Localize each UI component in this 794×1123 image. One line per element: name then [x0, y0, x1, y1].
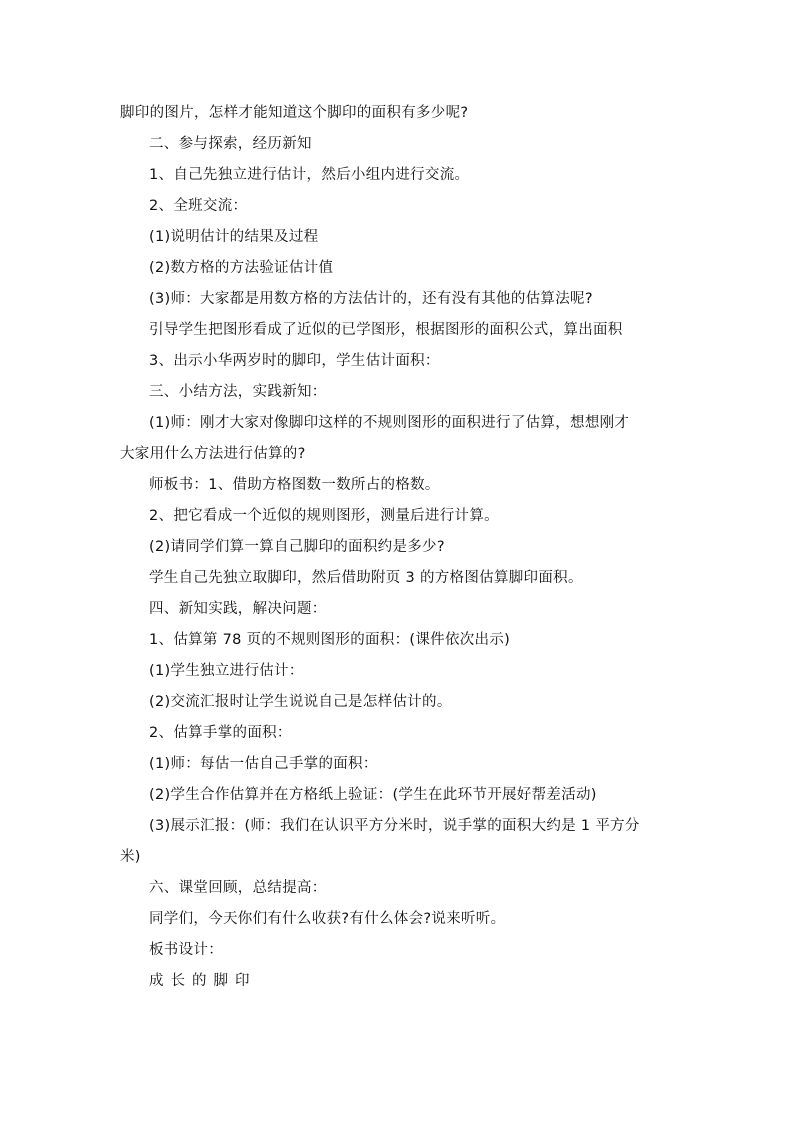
paragraph-line: (3)师：大家都是用数方格的方法估计的，还有没有其他的估算法呢? [149, 291, 593, 307]
paragraph-line: (3)展示汇报：(师：我们在认识平方分米时，说手掌的面积大约是 1 平方分 [149, 818, 640, 834]
paragraph-line: 2、全班交流： [149, 198, 248, 214]
board-design-label: 板书设计： [149, 942, 223, 958]
paragraph-line: (1)师：刚才大家对像脚印这样的不规则图形的面积进行了估算，想想刚才 [149, 415, 630, 431]
paragraph-line: 2、估算手掌的面积： [149, 725, 292, 741]
paragraph-line: (1)学生独立进行估计： [149, 663, 304, 679]
paragraph-line: 学生自己先独立取脚印，然后借助附页 3 的方格图估算脚印面积。 [149, 570, 583, 586]
paragraph-line: 师板书：1、借助方格图数一数所占的格数。 [149, 477, 440, 493]
paragraph-line: 脚印的图片，怎样才能知道这个脚印的面积有多少呢? [120, 105, 469, 121]
paragraph-line: 大家用什么方法进行估算的? [120, 446, 306, 462]
paragraph-line: (2)请同学们算一算自己脚印的面积约是多少? [149, 539, 445, 555]
section-heading-3: 三、小结方法，实践新知： [149, 384, 327, 400]
paragraph-line: (2)数方格的方法验证估计值 [149, 260, 334, 276]
section-heading-2: 二、参与探索，经历新知 [149, 136, 312, 152]
paragraph-line: (2)学生合作估算并在方格纸上验证：(学生在此环节开展好帮差活动) [149, 787, 597, 803]
paragraph-line: 3、出示小华两岁时的脚印，学生估计面积： [149, 353, 440, 369]
paragraph-line: 引导学生把图形看成了近似的已学图形，根据图形的面积公式，算出面积 [149, 322, 623, 338]
document-body [120, 98, 680, 997]
paragraph-line: (1)师：每估一估自己手掌的面积： [149, 756, 378, 772]
section-heading-6: 六、课堂回顾，总结提高： [149, 880, 327, 896]
paragraph-line: 1、估算第 78 页的不规则图形的面积：(课件依次出示) [149, 632, 511, 648]
paragraph-line: 米) [120, 849, 141, 865]
paragraph-line: 同学们，今天你们有什么收获?有什么体会?说来听听。 [149, 911, 506, 927]
paragraph-line: (1)说明估计的结果及过程 [149, 229, 319, 245]
paragraph-line: (2)交流汇报时让学生说说自己是怎样估计的。 [149, 694, 452, 710]
paragraph-line: 1、自己先独立进行估计，然后小组内进行交流。 [149, 167, 470, 183]
board-design-title: 成长的脚印 [149, 973, 257, 989]
paragraph-line: 2、把它看成一个近似的规则图形，测量后进行计算。 [149, 508, 499, 524]
section-heading-4: 四、新知实践，解决问题： [149, 601, 327, 617]
